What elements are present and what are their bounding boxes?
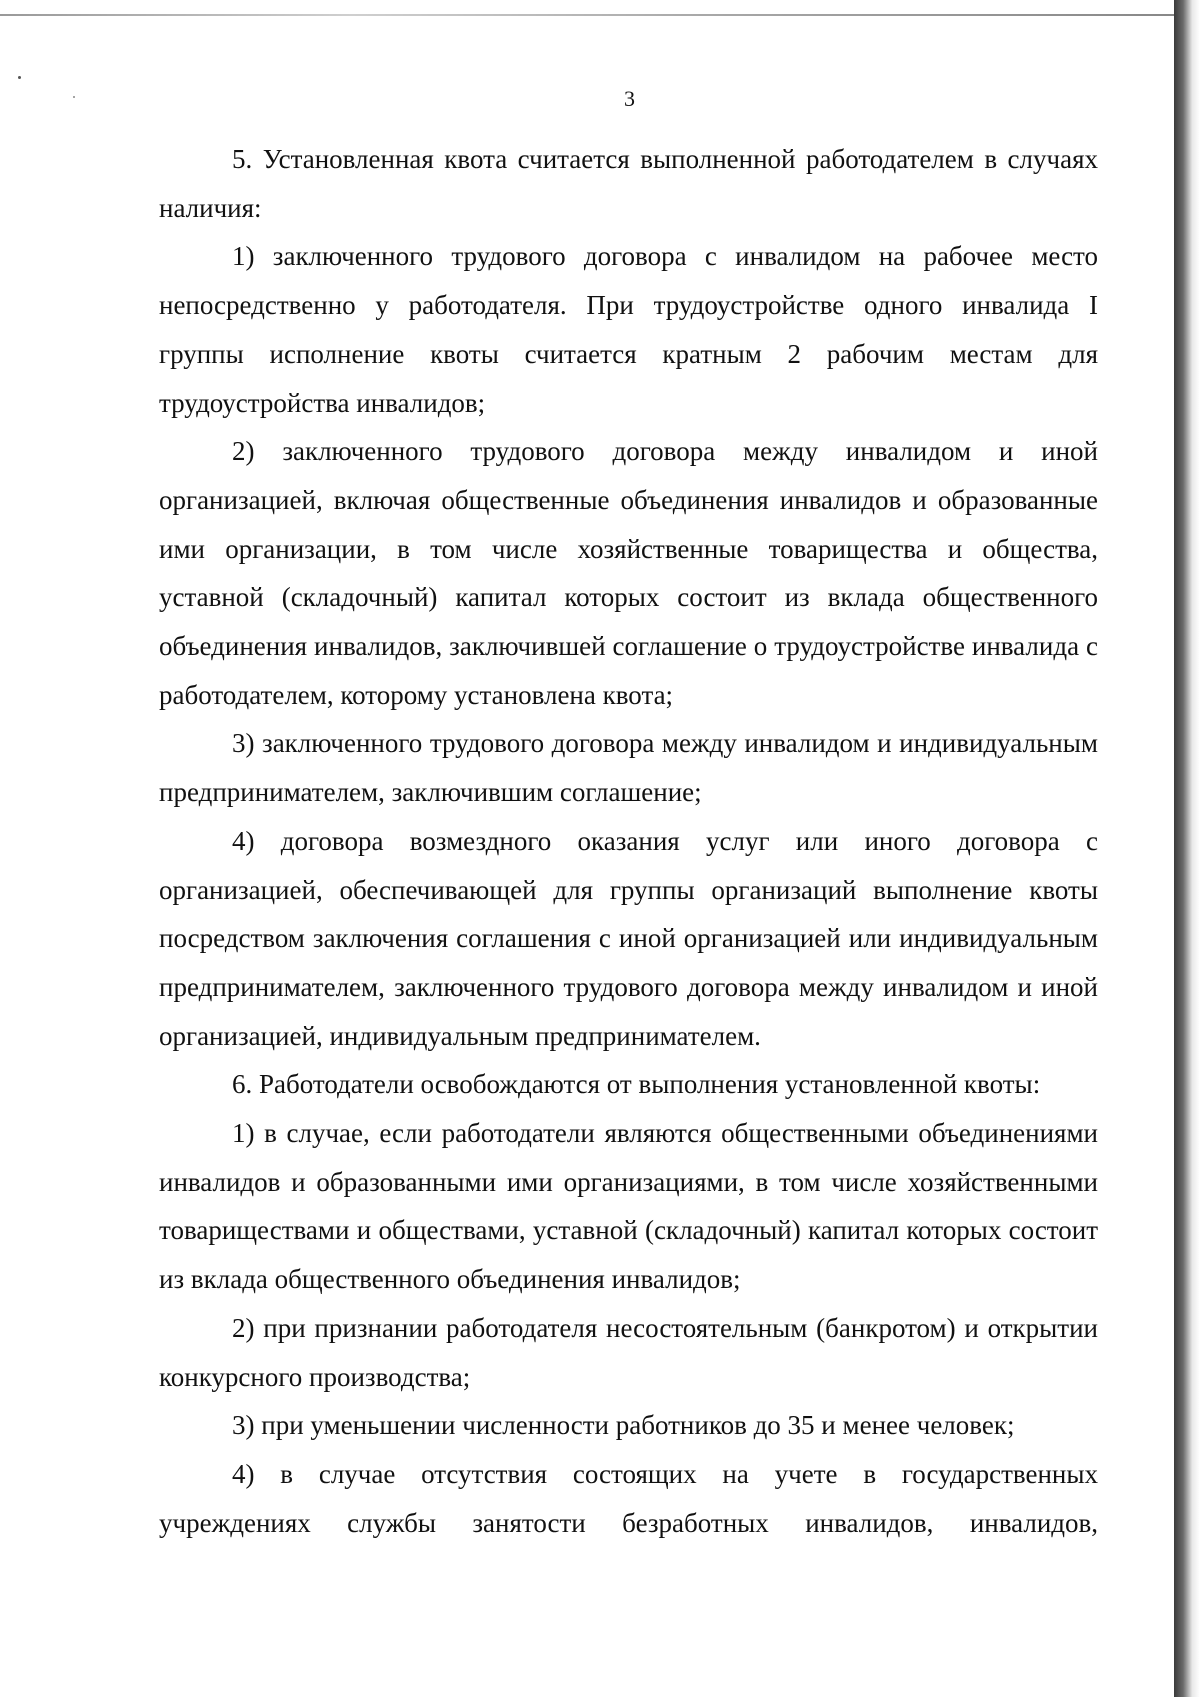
page-number: 3 — [624, 86, 636, 111]
paragraph-5: 5. Установленная квота считается выполненной работодателем в случаях наличия: — [159, 144, 1098, 223]
paragraph-5-4: 4) договора возмездного оказания услуг или иного договора с организацией, обеспечивающей для группы организаций выполнение квоты посредством заключения соглашения с иной организацией или индивидуальным предпринимателем, заключенного трудового договора между инвалидом и иной организацией, индивидуальным предпринимателем. — [159, 825, 1098, 1051]
paragraph-6-4: 4) в случае отсутствия состоящих на учете в государственных учреждениях службы занятости безработных инвалидов, инвалидов, — [159, 1458, 1098, 1538]
paragraph-5-1: 1) заключенного трудового договора с инвалидом на рабочее место непосредственно у работодателя. При трудоустройстве одного инвалида I группы исполнение квоты считается кратным 2 рабочим местам для трудоустройства инвалидов; — [159, 241, 1098, 418]
paragraph-6: 6. Работодатели освобождаются от выполнения установленной квоты: — [232, 1069, 1041, 1100]
paragraph-5-2: 2) заключенного трудового договора между инвалидом и иной организацией, включая общественные объединения инвалидов и образованные ими организации, в том числе хозяйственные товарищества и общества, уставной (складочный) капитал которых состоит из вклада общественного объединения инвалидов, заключившей соглашение о трудоустройстве инвалида с работодателем, которому установлена квота; — [159, 436, 1098, 710]
paragraph-6-2: 2) при признании работодателя несостоятельным (банкротом) и открытии конкурсного производства; — [159, 1312, 1098, 1392]
scan-artifact-top-line — [0, 14, 1174, 16]
scan-speck — [18, 76, 21, 79]
paragraph-6-1: 1) в случае, если работодатели являются общественными объединениями инвалидов и образованными ими организациями, в том числе хозяйственными товариществами и обществами, уставной (складочный) капитал которых состоит из вклада общественного объединения инвалидов; — [159, 1118, 1098, 1295]
paragraph-5-3: 3) заключенного трудового договора между инвалидом и индивидуальным предпринимателем, заключившим соглашение; — [159, 728, 1098, 808]
scan-artifact-right-edge — [1174, 0, 1200, 1697]
paragraph-6-3: 3) при уменьшении численности работников до 35 и менее человек; — [232, 1410, 1015, 1441]
document-body — [159, 135, 1098, 1547]
